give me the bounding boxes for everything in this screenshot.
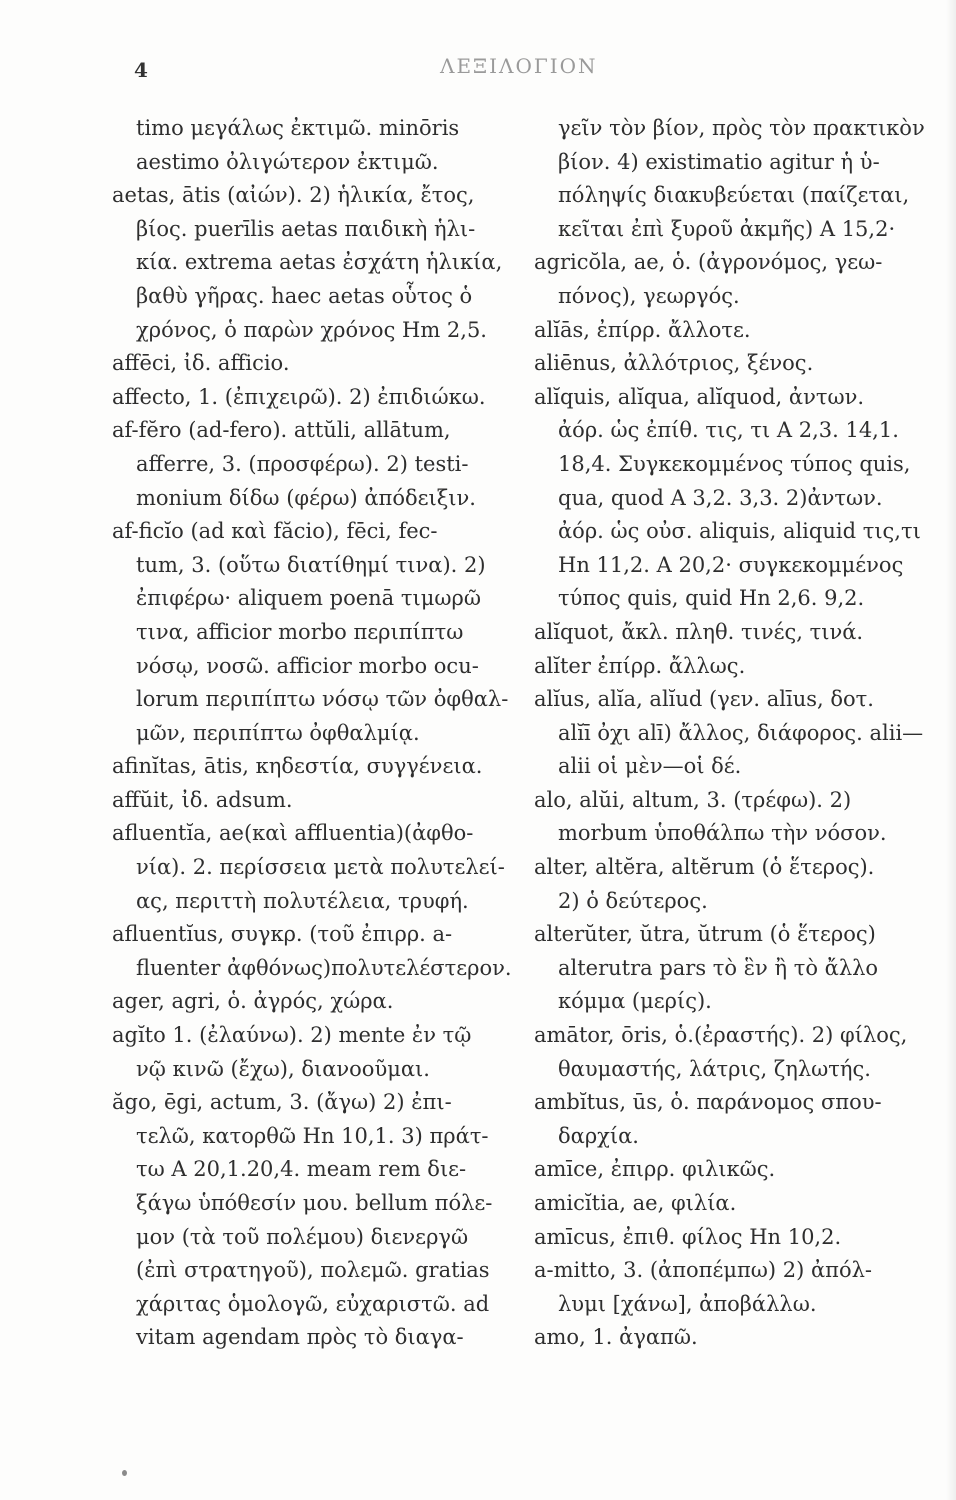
entry-line: 2) ὁ δεύτερος. xyxy=(558,888,708,913)
entry-line: νόσῳ, νοσῶ. afficior morbo ocu- xyxy=(136,653,479,678)
entry-line: affēci, ἰδ. afficio. xyxy=(112,351,290,376)
page-edge-shadow xyxy=(946,0,956,1500)
entry-line: ăgo, ēgi, actum, 3. (ἄγω) 2) ἐπι- xyxy=(112,1090,452,1115)
entry-line: agricŏla, ae, ὁ. (ἀγρονόμος, γεω- xyxy=(534,250,883,275)
entry-line: aestimo ὀλιγώτερον ἐκτιμῶ. xyxy=(136,149,439,174)
entry-line: λυμι [χάνω], ἀποβάλλω. xyxy=(558,1291,817,1316)
entry-line: γεῖν τὸν βίον, πρὸς τὸν πρακτικὸν xyxy=(558,116,925,140)
entry-line: alĭquot, ἄκλ. πληθ. τινές, τινά. xyxy=(534,619,864,644)
entry-line: χάριτας ὁμολογῶ, εὐχαριστῶ. ad xyxy=(136,1291,490,1316)
entry-line: afluentĭa, ae(καὶ affluentia)(ἀφθο- xyxy=(112,821,474,846)
entry-line: amīce, ἐπιρρ. φιλικῶς. xyxy=(534,1157,776,1182)
entry-line: ας, περιττὴ πολυτέλεια, τρυφή. xyxy=(136,888,469,913)
entry-line: alter, altĕra, altĕrum (ὁ ἕτερος). xyxy=(534,855,875,880)
entry-line: affŭit, ἰδ. adsum. xyxy=(112,787,293,812)
entry-line: κεῖται ἐπὶ ξυροῦ ἀκμῆς) A 15,2· xyxy=(558,216,896,241)
entry-line: affecto, 1. (ἐπιχειρῶ). 2) ἐπιδιώκω. xyxy=(112,384,486,409)
entry-line: δαρχία. xyxy=(558,1123,639,1148)
entry-line: ξάγω ὑπόθεσίν μου. bellum πόλε- xyxy=(136,1191,493,1215)
entry-line: monium δίδω (φέρω) ἀπόδειξιν. xyxy=(136,485,476,510)
entry-line: alterŭter, ŭtra, ŭtrum (ὁ ἕτερος) xyxy=(534,922,876,947)
entry-line: timo μεγάλως ἐκτιμῶ. minōris xyxy=(136,116,460,140)
entry-line: νία). 2. περίσσεια μετὰ πολυτελεί- xyxy=(136,855,505,880)
entry-line: τύπος quis, quid Hn 2,6. 9,2. xyxy=(558,586,865,611)
entry-line: μον (τὰ τοῦ πολέμου) διενεργῶ xyxy=(136,1224,469,1249)
entry-line: amīcus, ἐπιθ. φίλος Hn 10,2. xyxy=(534,1224,842,1249)
entry-line: alo, alŭi, altum, 3. (τρέφω). 2) xyxy=(534,787,852,812)
entry-line: θαυμαστής, λάτρις, ζηλωτής. xyxy=(558,1056,871,1081)
entry-line: afinĭtas, ātis, κηδεστία, συγγένεια. xyxy=(112,754,483,779)
entry-line: τελῶ, κατορθῶ Hn 10,1. 3) πράτ- xyxy=(136,1123,489,1148)
page-number: 4 xyxy=(134,58,148,82)
entry-line: alii οἱ μὲν—οἱ δέ. xyxy=(558,754,742,779)
left-column xyxy=(112,112,512,1355)
entry-line: morbum ὑποθάλπω τὴν νόσον. xyxy=(558,821,887,846)
entry-line: aliēnus, ἀλλότριος, ξένος. xyxy=(534,351,814,376)
entry-line: aetas, ātis (αἰών). 2) ἡλικία, ἔτος, xyxy=(112,183,475,208)
entry-line: af-fĕro (ad-fero). attŭli, allātum, xyxy=(112,418,451,443)
entry-line: πόληψίς διακυβεύεται (παίζεται, xyxy=(558,183,910,208)
entry-line: alĭās, ἐπίρρ. ἄλλοτε. xyxy=(534,317,751,342)
entry-line: amo, 1. ἀγαπῶ. xyxy=(534,1325,698,1350)
entry-line: alĭī ὀχι alī) ἄλλος, διάφορος. alii— xyxy=(558,720,924,745)
entry-line: βαθὺ γῆρας. haec aetas οὗτος ὁ xyxy=(136,283,473,308)
entry-line: alĭus, alĭa, alĭud (γεν. alīus, δοτ. xyxy=(534,687,874,712)
entry-line: alterutra pars τὸ ἓν ἢ τὸ ἄλλο xyxy=(558,955,879,980)
entry-line: ἐπιφέρω· aliquem poenā τιμωρῶ xyxy=(136,586,481,611)
entry-line: a-mitto, 3. (ἀποπέμπω) 2) ἀπόλ- xyxy=(534,1258,873,1283)
right-column xyxy=(534,112,934,1355)
entry-line: lorum περιπίπτω νόσῳ τῶν ὀφθαλ- xyxy=(136,687,509,712)
entry-line: agĭto 1. (ἐλαύνω). 2) mente ἐν τῷ xyxy=(112,1023,472,1048)
entry-line: νῷ κινῶ (ἔχω), διανοοῦμαι. xyxy=(136,1056,430,1081)
entry-line: ambĭtus, ūs, ὁ. παράνομος σπου- xyxy=(534,1090,882,1115)
entry-line: κία. extrema aetas ἐσχάτη ἡλικία, xyxy=(136,250,503,275)
entry-line: ἀόρ. ὡς ἐπίθ. τις, τι A 2,3. 14,1. xyxy=(558,418,899,443)
entry-line: τω A 20,1.20,4. meam rem διε- xyxy=(136,1157,467,1182)
entry-line: amicĭtia, ae, φιλία. xyxy=(534,1191,737,1215)
entry-line: μῶν, περιπίπτω ὀφθαλμίᾳ. xyxy=(136,720,420,745)
entry-line: af-ficĭo (ad καὶ făcio), fēci, fec- xyxy=(112,519,438,544)
print-speck xyxy=(122,1470,127,1476)
entry-line: alĭter ἐπίρρ. ἄλλως. xyxy=(534,653,746,678)
entry-line: 18,4. Συγκεκομμένος τύπος quis, xyxy=(558,451,911,476)
entry-line: πόνος), γεωργός. xyxy=(558,283,740,308)
entry-line: Hn 11,2. A 20,2· συγκεκομμένος xyxy=(558,552,904,577)
entry-line: (ἐπὶ στρατηγοῦ), πολεμῶ. gratias xyxy=(136,1258,490,1283)
entry-line: τινα, afficior morbo περιπίπτω xyxy=(136,619,464,644)
entry-line: tum, 3. (οὕτω διατίθημί τινα). 2) xyxy=(136,552,486,577)
entry-line: βίον. 4) existimatio agitur ἡ ὑ- xyxy=(558,149,880,174)
entry-line: afferre, 3. (προσφέρω). 2) testi- xyxy=(136,451,469,476)
entry-line: vitam agendam πρὸς τὸ διαγα- xyxy=(136,1325,464,1350)
running-head: ΛΕΞΙΛΟΓΙΟΝ xyxy=(440,54,598,78)
entry-line: qua, quod A 3,2. 3,3. 2)ἀντων. xyxy=(558,485,883,510)
entry-line: κόμμα (μερίς). xyxy=(558,989,712,1014)
entry-line: fluenter ἀφθόνως)πολυτελέστερον. xyxy=(136,955,512,980)
entry-line: ager, agri, ὁ. ἀγρός, χώρα. xyxy=(112,989,394,1014)
entry-line: amātor, ōris, ὁ.(ἐραστής). 2) φίλος, xyxy=(534,1023,908,1048)
entry-line: βίος. puerīlis aetas παιδικὴ ἡλι- xyxy=(136,216,476,241)
entry-line: alĭquis, alĭqua, alĭquod, ἀντων. xyxy=(534,384,865,409)
entry-line: χρόνος, ὁ παρὼν χρόνος Hm 2,5. xyxy=(136,317,487,342)
entry-line: afluentĭus, συγκρ. (τοῦ ἐπιρρ. a- xyxy=(112,922,453,947)
entry-line: ἀόρ. ὡς οὐσ. aliquis, aliquid τις,τι xyxy=(558,519,921,544)
